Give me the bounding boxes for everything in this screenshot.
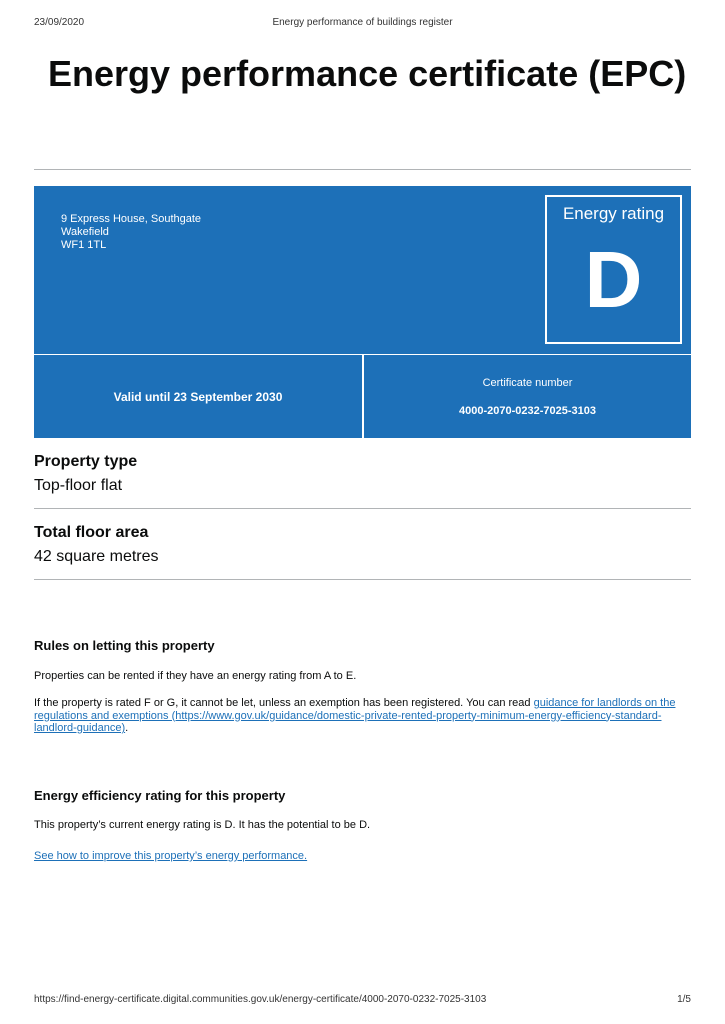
property-address [61,213,201,252]
print-footer [34,994,691,1008]
efficiency-rating-paragraph: This property’s current energy rating is D. It has the potential to be D. [34,819,371,831]
improve-performance-link[interactable]: See how to improve this property’s energy performance. [34,850,308,862]
print-page-number: 1/5 [677,994,691,1005]
floor-area-divider [34,579,691,580]
letting-rules-heading: Rules on letting this property [34,638,215,653]
energy-rating-box [545,195,682,344]
print-header [34,17,691,31]
efficiency-rating-heading: Energy efficiency rating for this property [34,788,286,803]
floor-area-heading: Total floor area [34,524,149,541]
letting-rules-paragraph-2-text: If the property is rated F or G, it cannot be let, unless an exemption has been registered. You can read [34,697,534,709]
valid-until-text: Valid until 23 September 2030 [113,390,283,404]
certificate-number-label: Certificate number [482,377,573,389]
floor-area-value: 42 square metres [34,548,159,565]
certificate-number: 4000-2070-0232-7025-3103 [458,405,596,417]
property-type-divider [34,508,691,509]
property-type-heading: Property type [34,453,138,470]
property-type-value: Top-floor flat [34,477,123,494]
print-footer-url: https://find-energy-certificate.digital.communities.gov.uk/energy-certificate/4000-2070-0232-7025-3103 [34,994,487,1005]
title-divider [34,169,691,170]
landlord-guidance-link[interactable]: guidance for landlords on the regulations and exemptions (https://www.gov.uk/guidance/domestic-private-rented-property-minimum-energy-efficiency-standard-landlord-guidance) [34,697,676,734]
letting-rules-paragraph-1: Properties can be rented if they have an energy rating from A to E. [34,670,357,682]
improve-performance-paragraph [34,850,694,863]
letting-rules-paragraph-2-end: . [125,722,129,734]
address-line-1: 9 Express House, Southgate [61,213,202,225]
letting-rules-paragraph-2 [34,697,694,735]
print-date: 23/09/2020 [34,17,85,28]
print-document-title: Energy performance of buildings register [272,17,453,28]
address-line-2: Wakefield [61,226,109,238]
epc-summary-panel [34,186,691,354]
address-postcode: WF1 1TL [61,239,107,251]
page-title: Energy performance certificate (EPC) [48,53,687,94]
validity-cell [34,355,362,438]
energy-rating-letter: D [584,235,643,324]
certificate-cell [364,355,691,438]
energy-rating-label: Energy rating [562,204,665,223]
